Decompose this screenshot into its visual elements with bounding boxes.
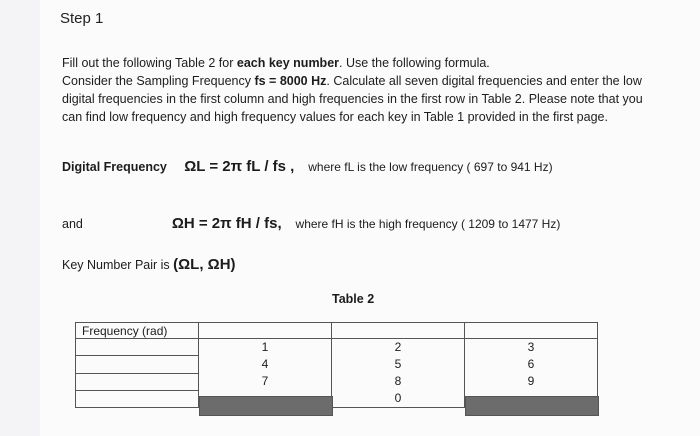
key-4: 4 [261,357,269,371]
table-row [76,339,598,356]
formula-low-label: Digital Frequency [62,160,167,174]
instructions-bold-2: fs = 8000 Hz [254,74,327,88]
key-6: 6 [527,357,535,371]
key-pair-row [62,256,236,273]
shaded-cell-left [199,396,333,416]
key-8: 8 [394,374,402,388]
key-9: 9 [527,374,535,388]
key-0: 0 [394,391,402,405]
step-title: Step 1 [60,10,104,27]
formula-high-note: where fH is the high frequency ( 1209 to 1477 Hz) [295,217,561,231]
table-cell[interactable] [332,323,465,339]
formula-low-row [62,158,553,175]
key-column-2 [332,339,465,408]
table-cell[interactable] [465,323,598,339]
formula-high-expression: ΩH = 2π fH / fs, [171,215,282,232]
table-title: Table 2 [332,292,375,306]
instructions-text-2: . Use the following formula. [339,56,490,70]
table-cell[interactable] [76,339,199,356]
table-cell[interactable] [199,323,332,339]
table-cell[interactable] [76,373,199,390]
table-header-label: Frequency (rad) [82,323,168,338]
instructions-text-4: . Calculate all seven digital frequencies and enter the low digital frequencies in the first column and high frequencies in the first row in Table 2. Please note that you can find low frequency and high frequency values for each key in Table 1 provided in the first page. [62,74,643,124]
instructions-bold-1: each key number [236,56,340,70]
table-row [76,323,598,339]
table-cell[interactable] [76,390,199,407]
key-2: 2 [394,340,402,354]
table-header-cell [76,323,199,339]
key-1: 1 [261,340,269,354]
shaded-cell-right [465,396,599,416]
table-cell[interactable] [76,356,199,373]
key-7: 7 [261,374,269,388]
key-5: 5 [394,357,402,371]
instructions-paragraph [62,54,652,126]
instructions-text-3: Consider the Sampling Frequency [62,74,255,88]
instructions-text-1: Fill out the following Table 2 for [62,56,237,70]
key-3: 3 [527,340,535,354]
formula-high-row [62,215,560,232]
formula-low-note: where fL is the low frequency ( 697 to 941 Hz) [308,160,553,174]
key-pair-prefix: Key Number Pair is [62,258,174,272]
formula-low-expression: ΩL = 2π fL / fs , [184,158,295,175]
key-pair-expression: (ΩL, ΩH) [173,256,236,273]
formula-high-label: and [62,217,83,231]
